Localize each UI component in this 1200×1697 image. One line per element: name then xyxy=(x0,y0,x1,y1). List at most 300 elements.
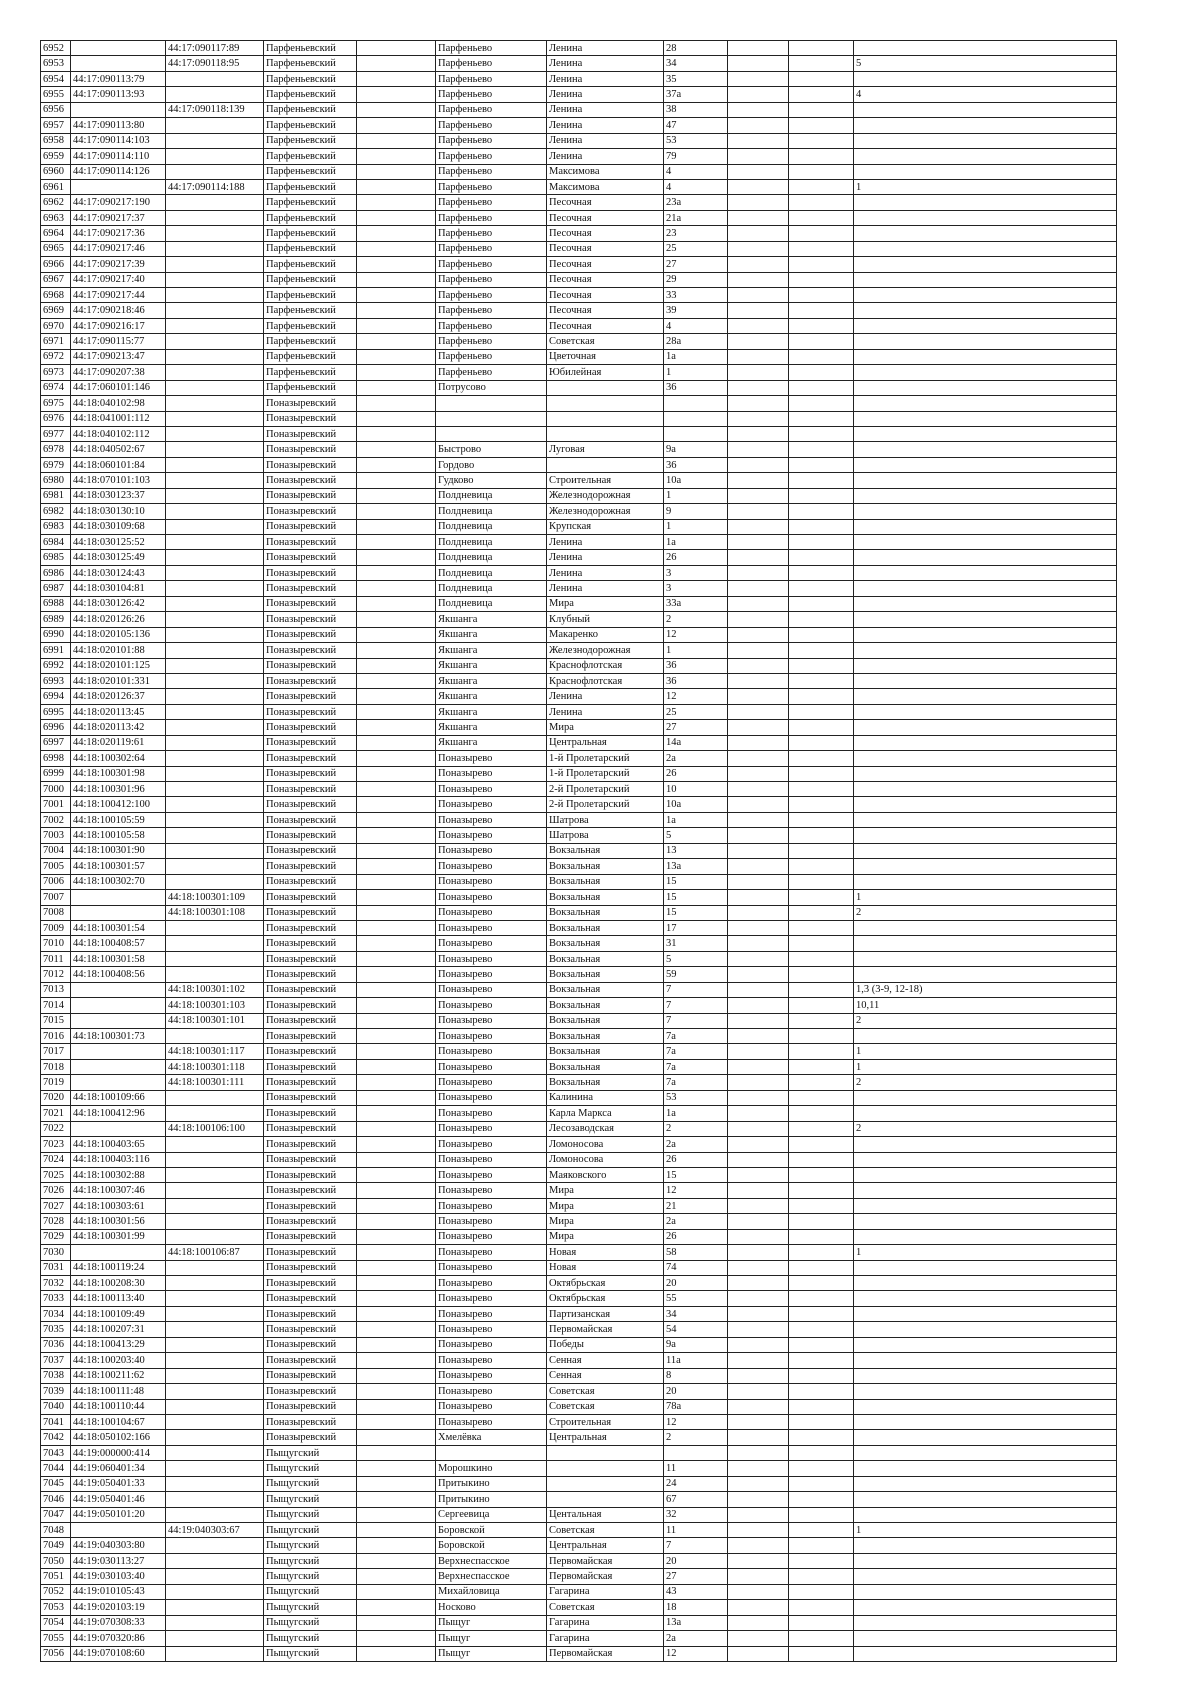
structure-cell xyxy=(789,1029,854,1044)
parent-cadastral-number-cell xyxy=(166,87,264,102)
apartment-cell xyxy=(854,967,1117,982)
parent-cadastral-number-cell xyxy=(166,936,264,951)
parent-cadastral-number-cell xyxy=(166,1167,264,1182)
row-number-cell: 7040 xyxy=(41,1399,71,1414)
district-cell: Парфеньевский xyxy=(264,87,357,102)
locality-cell: Парфеньево xyxy=(436,56,547,71)
cadastral-number-cell: 44:18:020113:45 xyxy=(71,704,166,719)
locality-cell: Гудково xyxy=(436,473,547,488)
district-cell: Пыщугский xyxy=(264,1523,357,1538)
row-number-cell: 7005 xyxy=(41,859,71,874)
cadastral-number-cell: 44:18:100413:29 xyxy=(71,1337,166,1352)
building-cell xyxy=(728,1059,789,1074)
parent-cadastral-number-cell: 44:18:100301:102 xyxy=(166,982,264,997)
apartment-cell: 1 xyxy=(854,179,1117,194)
house-number-cell: 53 xyxy=(664,1090,728,1105)
locality-cell: Парфеньево xyxy=(436,303,547,318)
structure-cell xyxy=(789,1090,854,1105)
building-cell xyxy=(728,519,789,534)
settlement-type-cell xyxy=(357,581,436,596)
parent-cadastral-number-cell xyxy=(166,751,264,766)
structure-cell xyxy=(789,735,854,750)
row-number-cell: 7014 xyxy=(41,998,71,1013)
building-cell xyxy=(728,612,789,627)
building-cell xyxy=(728,1615,789,1630)
apartment-cell xyxy=(854,164,1117,179)
row-number-cell: 7031 xyxy=(41,1260,71,1275)
parent-cadastral-number-cell: 44:18:100301:117 xyxy=(166,1044,264,1059)
table-row xyxy=(41,1445,1117,1460)
house-number-cell: 13а xyxy=(664,1615,728,1630)
house-number-cell: 33а xyxy=(664,596,728,611)
structure-cell xyxy=(789,643,854,658)
street-cell: Калинина xyxy=(547,1090,664,1105)
structure-cell xyxy=(789,164,854,179)
table-row xyxy=(41,1183,1117,1198)
house-number-cell: 11 xyxy=(664,1461,728,1476)
district-cell: Поназыревский xyxy=(264,920,357,935)
table-row xyxy=(41,998,1117,1013)
row-number-cell: 7015 xyxy=(41,1013,71,1028)
settlement-type-cell xyxy=(357,1399,436,1414)
district-cell: Поназыревский xyxy=(264,565,357,580)
parent-cadastral-number-cell xyxy=(166,1461,264,1476)
cadastral-number-cell: 44:18:100111:48 xyxy=(71,1384,166,1399)
cadastral-number-cell: 44:18:060101:84 xyxy=(71,457,166,472)
apartment-cell xyxy=(854,581,1117,596)
district-cell: Поназыревский xyxy=(264,519,357,534)
structure-cell xyxy=(789,41,854,56)
apartment-cell xyxy=(854,1276,1117,1291)
apartment-cell xyxy=(854,1090,1117,1105)
structure-cell xyxy=(789,1584,854,1599)
parent-cadastral-number-cell xyxy=(166,1322,264,1337)
structure-cell xyxy=(789,1229,854,1244)
apartment-cell xyxy=(854,1476,1117,1491)
street-cell: Вокзальная xyxy=(547,1044,664,1059)
street-cell xyxy=(547,396,664,411)
street-cell: Ломоносова xyxy=(547,1152,664,1167)
table-row xyxy=(41,1260,1117,1275)
structure-cell xyxy=(789,1137,854,1152)
district-cell: Парфеньевский xyxy=(264,257,357,272)
house-number-cell xyxy=(664,396,728,411)
apartment-cell xyxy=(854,1229,1117,1244)
locality-cell: Поназырево xyxy=(436,1013,547,1028)
row-number-cell: 6970 xyxy=(41,318,71,333)
locality-cell: Верхнеспасское xyxy=(436,1553,547,1568)
house-number-cell: 59 xyxy=(664,967,728,982)
district-cell: Поназыревский xyxy=(264,890,357,905)
street-cell: Максимова xyxy=(547,164,664,179)
locality-cell: Поназырево xyxy=(436,874,547,889)
house-number-cell: 2а xyxy=(664,1214,728,1229)
cadastral-number-cell: 44:17:090114:103 xyxy=(71,133,166,148)
locality-cell: Парфеньево xyxy=(436,241,547,256)
street-cell: Первомайская xyxy=(547,1553,664,1568)
cadastral-number-cell: 44:17:090113:79 xyxy=(71,71,166,86)
settlement-type-cell xyxy=(357,951,436,966)
table-row xyxy=(41,1399,1117,1414)
settlement-type-cell xyxy=(357,1059,436,1074)
locality-cell xyxy=(436,1445,547,1460)
settlement-type-cell xyxy=(357,735,436,750)
settlement-type-cell xyxy=(357,365,436,380)
settlement-type-cell xyxy=(357,1384,436,1399)
settlement-type-cell xyxy=(357,535,436,550)
locality-cell: Парфеньево xyxy=(436,149,547,164)
apartment-cell xyxy=(854,1584,1117,1599)
street-cell: Ленина xyxy=(547,535,664,550)
table-row xyxy=(41,1090,1117,1105)
house-number-cell: 4 xyxy=(664,318,728,333)
building-cell xyxy=(728,782,789,797)
street-cell: Советская xyxy=(547,334,664,349)
row-number-cell: 7010 xyxy=(41,936,71,951)
apartment-cell xyxy=(854,1337,1117,1352)
street-cell: Песочная xyxy=(547,318,664,333)
table-row xyxy=(41,1214,1117,1229)
apartment-cell xyxy=(854,782,1117,797)
table-row xyxy=(41,1276,1117,1291)
house-number-cell: 15 xyxy=(664,905,728,920)
district-cell: Парфеньевский xyxy=(264,102,357,117)
locality-cell: Поназырево xyxy=(436,1183,547,1198)
structure-cell xyxy=(789,226,854,241)
structure-cell xyxy=(789,1538,854,1553)
settlement-type-cell xyxy=(357,905,436,920)
structure-cell xyxy=(789,1322,854,1337)
building-cell xyxy=(728,504,789,519)
house-number-cell: 25 xyxy=(664,241,728,256)
parent-cadastral-number-cell xyxy=(166,1291,264,1306)
building-cell xyxy=(728,71,789,86)
district-cell: Поназыревский xyxy=(264,643,357,658)
parent-cadastral-number-cell: 44:17:090117:89 xyxy=(166,41,264,56)
apartment-cell: 1 xyxy=(854,1245,1117,1260)
cadastral-number-cell xyxy=(71,998,166,1013)
row-number-cell: 7053 xyxy=(41,1600,71,1615)
table-row xyxy=(41,1631,1117,1646)
locality-cell: Поназырево xyxy=(436,1245,547,1260)
street-cell xyxy=(547,1492,664,1507)
apartment-cell xyxy=(854,1152,1117,1167)
apartment-cell xyxy=(854,1183,1117,1198)
parent-cadastral-number-cell xyxy=(166,334,264,349)
apartment-cell xyxy=(854,535,1117,550)
parent-cadastral-number-cell xyxy=(166,951,264,966)
district-cell: Парфеньевский xyxy=(264,334,357,349)
district-cell: Поназыревский xyxy=(264,1137,357,1152)
building-cell xyxy=(728,967,789,982)
locality-cell: Поназырево xyxy=(436,1090,547,1105)
locality-cell: Поназырево xyxy=(436,890,547,905)
settlement-type-cell xyxy=(357,473,436,488)
district-cell: Поназыревский xyxy=(264,504,357,519)
house-number-cell: 33 xyxy=(664,288,728,303)
house-number-cell: 79 xyxy=(664,149,728,164)
row-number-cell: 7052 xyxy=(41,1584,71,1599)
cadastral-number-cell: 44:18:100408:56 xyxy=(71,967,166,982)
locality-cell: Пыщуг xyxy=(436,1646,547,1661)
row-number-cell: 7039 xyxy=(41,1384,71,1399)
cadastral-number-cell: 44:18:040502:67 xyxy=(71,442,166,457)
street-cell: Песочная xyxy=(547,241,664,256)
row-number-cell: 7026 xyxy=(41,1183,71,1198)
row-number-cell: 7008 xyxy=(41,905,71,920)
building-cell xyxy=(728,535,789,550)
district-cell: Поназыревский xyxy=(264,751,357,766)
cadastral-number-cell: 44:18:100301:56 xyxy=(71,1214,166,1229)
district-cell: Парфеньевский xyxy=(264,365,357,380)
street-cell: Первомайская xyxy=(547,1569,664,1584)
district-cell: Поназыревский xyxy=(264,627,357,642)
apartment-cell xyxy=(854,1631,1117,1646)
settlement-type-cell xyxy=(357,1615,436,1630)
locality-cell: Поназырево xyxy=(436,1106,547,1121)
structure-cell xyxy=(789,1245,854,1260)
street-cell xyxy=(547,457,664,472)
parent-cadastral-number-cell xyxy=(166,581,264,596)
district-cell: Парфеньевский xyxy=(264,226,357,241)
row-number-cell: 6964 xyxy=(41,226,71,241)
cadastral-number-cell: 44:18:100109:49 xyxy=(71,1306,166,1321)
building-cell xyxy=(728,843,789,858)
building-cell xyxy=(728,1569,789,1584)
table-row xyxy=(41,349,1117,364)
cadastral-number-cell: 44:18:030125:52 xyxy=(71,535,166,550)
locality-cell: Якшанга xyxy=(436,689,547,704)
house-number-cell: 9а xyxy=(664,1337,728,1352)
settlement-type-cell xyxy=(357,272,436,287)
locality-cell: Поназырево xyxy=(436,1306,547,1321)
building-cell xyxy=(728,303,789,318)
settlement-type-cell xyxy=(357,596,436,611)
apartment-cell: 2 xyxy=(854,1013,1117,1028)
settlement-type-cell xyxy=(357,673,436,688)
apartment-cell: 4 xyxy=(854,87,1117,102)
parent-cadastral-number-cell xyxy=(166,612,264,627)
settlement-type-cell xyxy=(357,210,436,225)
parent-cadastral-number-cell: 44:18:100301:108 xyxy=(166,905,264,920)
building-cell xyxy=(728,1461,789,1476)
structure-cell xyxy=(789,1507,854,1522)
building-cell xyxy=(728,1090,789,1105)
cadastral-number-cell: 44:17:090217:44 xyxy=(71,288,166,303)
apartment-cell xyxy=(854,303,1117,318)
street-cell: Мира xyxy=(547,1214,664,1229)
street-cell: Гагарина xyxy=(547,1631,664,1646)
apartment-cell xyxy=(854,133,1117,148)
apartment-cell xyxy=(854,488,1117,503)
apartment-cell xyxy=(854,102,1117,117)
cadastral-number-cell xyxy=(71,1059,166,1074)
cadastral-number-cell: 44:18:020101:331 xyxy=(71,673,166,688)
street-cell: Песочная xyxy=(547,195,664,210)
street-cell: Песочная xyxy=(547,226,664,241)
parent-cadastral-number-cell xyxy=(166,812,264,827)
parent-cadastral-number-cell xyxy=(166,967,264,982)
structure-cell xyxy=(789,411,854,426)
apartment-cell xyxy=(854,442,1117,457)
building-cell xyxy=(728,1538,789,1553)
cadastral-number-cell: 44:18:100301:73 xyxy=(71,1029,166,1044)
parent-cadastral-number-cell xyxy=(166,1353,264,1368)
apartment-cell xyxy=(854,689,1117,704)
structure-cell xyxy=(789,1461,854,1476)
row-number-cell: 6975 xyxy=(41,396,71,411)
building-cell xyxy=(728,87,789,102)
table-row xyxy=(41,380,1117,395)
locality-cell: Поназырево xyxy=(436,859,547,874)
house-number-cell: 28а xyxy=(664,334,728,349)
street-cell: Центальная xyxy=(547,1507,664,1522)
building-cell xyxy=(728,1507,789,1522)
district-cell: Поназыревский xyxy=(264,411,357,426)
row-number-cell: 7007 xyxy=(41,890,71,905)
apartment-cell xyxy=(854,951,1117,966)
building-cell xyxy=(728,982,789,997)
street-cell: Мира xyxy=(547,1183,664,1198)
structure-cell xyxy=(789,550,854,565)
street-cell: Октябрьская xyxy=(547,1291,664,1306)
table-row xyxy=(41,1013,1117,1028)
table-row xyxy=(41,812,1117,827)
table-row xyxy=(41,1430,1117,1445)
street-cell: Вокзальная xyxy=(547,982,664,997)
cadastral-number-cell: 44:18:100301:99 xyxy=(71,1229,166,1244)
house-number-cell: 15 xyxy=(664,874,728,889)
registry-table-body xyxy=(41,41,1117,1662)
table-row xyxy=(41,1646,1117,1661)
street-cell: Песочная xyxy=(547,303,664,318)
district-cell: Парфеньевский xyxy=(264,318,357,333)
settlement-type-cell xyxy=(357,782,436,797)
cadastral-number-cell xyxy=(71,890,166,905)
structure-cell xyxy=(789,1600,854,1615)
building-cell xyxy=(728,859,789,874)
cadastral-number-cell: 44:19:010105:43 xyxy=(71,1584,166,1599)
apartment-cell xyxy=(854,658,1117,673)
row-number-cell: 6953 xyxy=(41,56,71,71)
apartment-cell xyxy=(854,1322,1117,1337)
locality-cell: Поназырево xyxy=(436,1368,547,1383)
house-number-cell: 1а xyxy=(664,535,728,550)
parent-cadastral-number-cell xyxy=(166,519,264,534)
house-number-cell: 21а xyxy=(664,210,728,225)
building-cell xyxy=(728,751,789,766)
apartment-cell xyxy=(854,859,1117,874)
building-cell xyxy=(728,133,789,148)
street-cell: Вокзальная xyxy=(547,843,664,858)
district-cell: Поназыревский xyxy=(264,766,357,781)
structure-cell xyxy=(789,1044,854,1059)
table-row xyxy=(41,226,1117,241)
building-cell xyxy=(728,1584,789,1599)
parent-cadastral-number-cell: 44:18:100301:109 xyxy=(166,890,264,905)
structure-cell xyxy=(789,457,854,472)
locality-cell: Парфеньево xyxy=(436,318,547,333)
locality-cell: Поназырево xyxy=(436,951,547,966)
table-row xyxy=(41,442,1117,457)
building-cell xyxy=(728,1523,789,1538)
structure-cell xyxy=(789,1553,854,1568)
parent-cadastral-number-cell xyxy=(166,1337,264,1352)
cadastral-number-cell: 44:19:030113:27 xyxy=(71,1553,166,1568)
parent-cadastral-number-cell xyxy=(166,1492,264,1507)
locality-cell: Полдневица xyxy=(436,535,547,550)
structure-cell xyxy=(789,102,854,117)
structure-cell xyxy=(789,967,854,982)
settlement-type-cell xyxy=(357,689,436,704)
settlement-type-cell xyxy=(357,164,436,179)
settlement-type-cell xyxy=(357,1414,436,1429)
street-cell: Советская xyxy=(547,1399,664,1414)
settlement-type-cell xyxy=(357,1029,436,1044)
cadastral-number-cell: 44:17:090217:190 xyxy=(71,195,166,210)
parent-cadastral-number-cell xyxy=(166,1198,264,1213)
district-cell: Поназыревский xyxy=(264,843,357,858)
row-number-cell: 7046 xyxy=(41,1492,71,1507)
district-cell: Парфеньевский xyxy=(264,349,357,364)
structure-cell xyxy=(789,874,854,889)
cadastral-number-cell xyxy=(71,102,166,117)
building-cell xyxy=(728,426,789,441)
apartment-cell xyxy=(854,627,1117,642)
table-row xyxy=(41,179,1117,194)
row-number-cell: 7056 xyxy=(41,1646,71,1661)
locality-cell: Якшанга xyxy=(436,627,547,642)
house-number-cell: 35 xyxy=(664,71,728,86)
table-row xyxy=(41,303,1117,318)
locality-cell: Верхнеспасское xyxy=(436,1569,547,1584)
settlement-type-cell xyxy=(357,812,436,827)
apartment-cell xyxy=(854,1306,1117,1321)
locality-cell xyxy=(436,396,547,411)
parent-cadastral-number-cell xyxy=(166,1569,264,1584)
locality-cell: Поназырево xyxy=(436,797,547,812)
building-cell xyxy=(728,905,789,920)
settlement-type-cell xyxy=(357,1167,436,1182)
table-row xyxy=(41,1538,1117,1553)
table-row xyxy=(41,210,1117,225)
parent-cadastral-number-cell: 44:18:100301:111 xyxy=(166,1075,264,1090)
house-number-cell: 26 xyxy=(664,766,728,781)
cadastral-number-cell: 44:18:040102:98 xyxy=(71,396,166,411)
table-row xyxy=(41,519,1117,534)
apartment-cell xyxy=(854,334,1117,349)
parent-cadastral-number-cell xyxy=(166,1276,264,1291)
cadastral-number-cell: 44:18:020119:61 xyxy=(71,735,166,750)
locality-cell: Притыкино xyxy=(436,1492,547,1507)
district-cell: Пыщугский xyxy=(264,1461,357,1476)
district-cell: Поназыревский xyxy=(264,1245,357,1260)
cadastral-number-cell: 44:17:090114:110 xyxy=(71,149,166,164)
cadastral-number-cell xyxy=(71,1121,166,1136)
district-cell: Поназыревский xyxy=(264,982,357,997)
parent-cadastral-number-cell xyxy=(166,1090,264,1105)
street-cell: Ленина xyxy=(547,149,664,164)
parent-cadastral-number-cell xyxy=(166,411,264,426)
street-cell: Центральная xyxy=(547,735,664,750)
row-number-cell: 7024 xyxy=(41,1152,71,1167)
building-cell xyxy=(728,1430,789,1445)
house-number-cell: 27 xyxy=(664,720,728,735)
parent-cadastral-number-cell xyxy=(166,596,264,611)
building-cell xyxy=(728,828,789,843)
apartment-cell xyxy=(854,1368,1117,1383)
row-number-cell: 7049 xyxy=(41,1538,71,1553)
